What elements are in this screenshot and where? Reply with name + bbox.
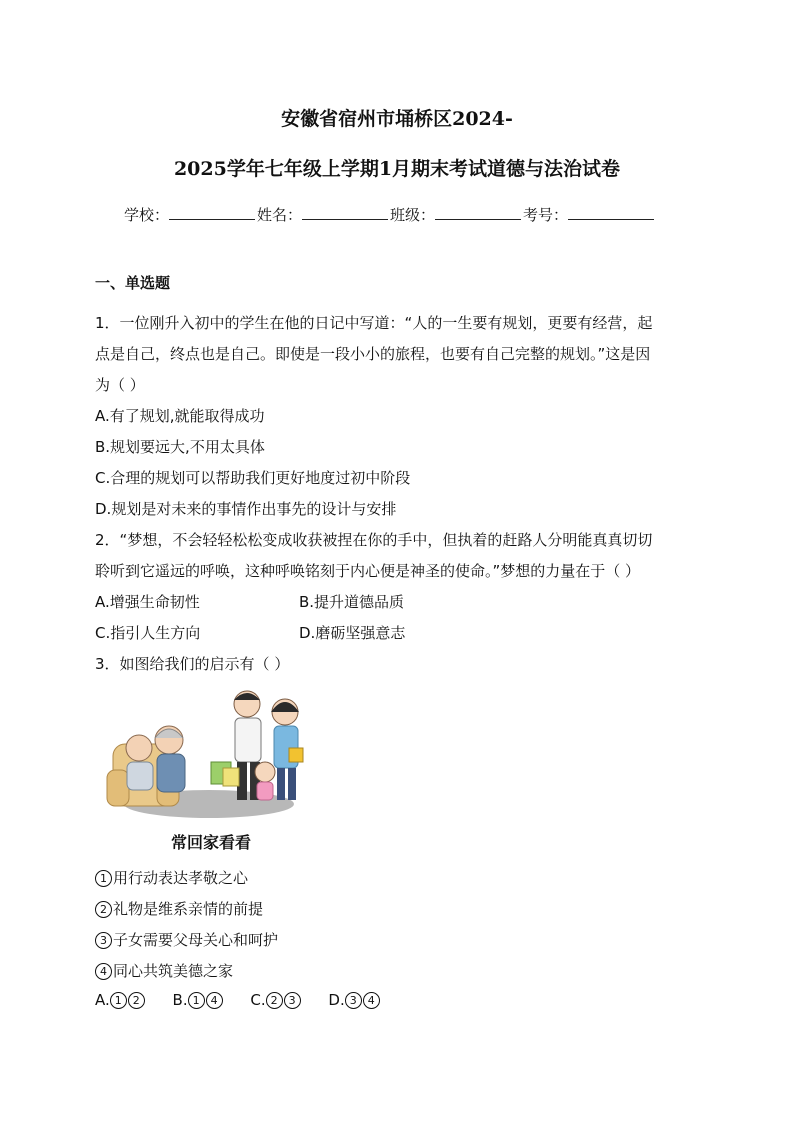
class-blank[interactable] (435, 205, 521, 220)
number-blank[interactable] (568, 205, 654, 220)
exam-title-line2: 2025学年七年级上学期1月期末考试道德与法治试卷 (173, 158, 621, 180)
q2-line1: 2．“梦想，不会轻轻松松变成收获被捏在你的手中，但执着的赶路人分明能真真切切 (95, 531, 653, 549)
statement-text: 用行动表达孝敬之心 (113, 869, 249, 887)
circled-number: 2 (95, 901, 112, 918)
q3-option-b (173, 991, 224, 1009)
q3-statement-1 (95, 867, 248, 888)
q1-option-d: D.规划是对未来的事情作出事先的设计与安排 (95, 500, 397, 518)
option-label: A. (95, 991, 110, 1009)
family-visit-illustration (99, 682, 323, 824)
circled-number: 3 (345, 992, 362, 1009)
school-label: 学校： (124, 206, 170, 224)
q3-option-c (250, 991, 301, 1009)
q3-option-d (328, 991, 380, 1009)
q2-option-b: B.提升道德品质 (299, 593, 405, 611)
statement-text: 同心共筑美德之家 (113, 962, 234, 980)
circled-number: 1 (188, 992, 205, 1009)
q3-stem: 3．如图给我们的启示有（ ） (95, 655, 290, 673)
q2-line2: 聆听到它遥远的呼唤，这种呼唤铭刻于内心便是神圣的使命。”梦想的力量在于（ ） (95, 562, 641, 580)
circled-number: 1 (110, 992, 127, 1009)
circled-number: 1 (95, 870, 112, 887)
q1-option-b: B.规划要远大,不用太具体 (95, 438, 265, 456)
name-label: 姓名： (257, 206, 303, 224)
circled-number: 4 (206, 992, 223, 1009)
student-info-fields (124, 204, 656, 225)
q1-line3: 为（ ） (95, 376, 145, 394)
q3-statement-4 (95, 960, 233, 981)
exam-title-line1: 安徽省宿州市埇桥区2024- (281, 108, 513, 130)
circled-number: 3 (284, 992, 301, 1009)
circled-number: 4 (363, 992, 380, 1009)
statement-text: 礼物是维系亲情的前提 (113, 900, 264, 918)
q2-option-d: D.磨砺坚强意志 (299, 624, 406, 642)
option-label: D. (328, 991, 345, 1009)
q2-option-a: A.增强生命韧性 (95, 593, 200, 611)
q1-option-c: C.合理的规划可以帮助我们更好地度过初中阶段 (95, 469, 411, 487)
illustration-caption: 常回家看看 (170, 833, 251, 852)
class-label: 班级： (390, 206, 436, 224)
option-label: B. (172, 991, 188, 1009)
number-label: 考号： (523, 206, 569, 224)
q3-statement-3 (95, 929, 278, 950)
option-label: C. (250, 991, 266, 1009)
q1-line1: 1．一位刚升入初中的学生在他的日记中写道：“人的一生要有规划，更要有经营，起 (95, 314, 653, 332)
school-blank[interactable] (169, 205, 255, 220)
q1-line2: 点是自己，终点也是自己。即使是一段小小的旅程，也要有自己完整的规划。”这是因 (95, 345, 651, 363)
q3-statement-2 (95, 898, 263, 919)
q3-answer-options (95, 991, 403, 1009)
circled-number: 2 (128, 992, 145, 1009)
circled-number: 3 (95, 932, 112, 949)
q1-option-a: A.有了规划,就能取得成功 (95, 407, 265, 425)
section-heading: 一、单选题 (95, 274, 171, 292)
q3-option-a (95, 991, 146, 1009)
circled-number: 4 (95, 963, 112, 980)
statement-text: 子女需要父母关心和呵护 (113, 931, 279, 949)
name-blank[interactable] (302, 205, 388, 220)
q2-option-c: C.指引人生方向 (95, 624, 201, 642)
circled-number: 2 (266, 992, 283, 1009)
